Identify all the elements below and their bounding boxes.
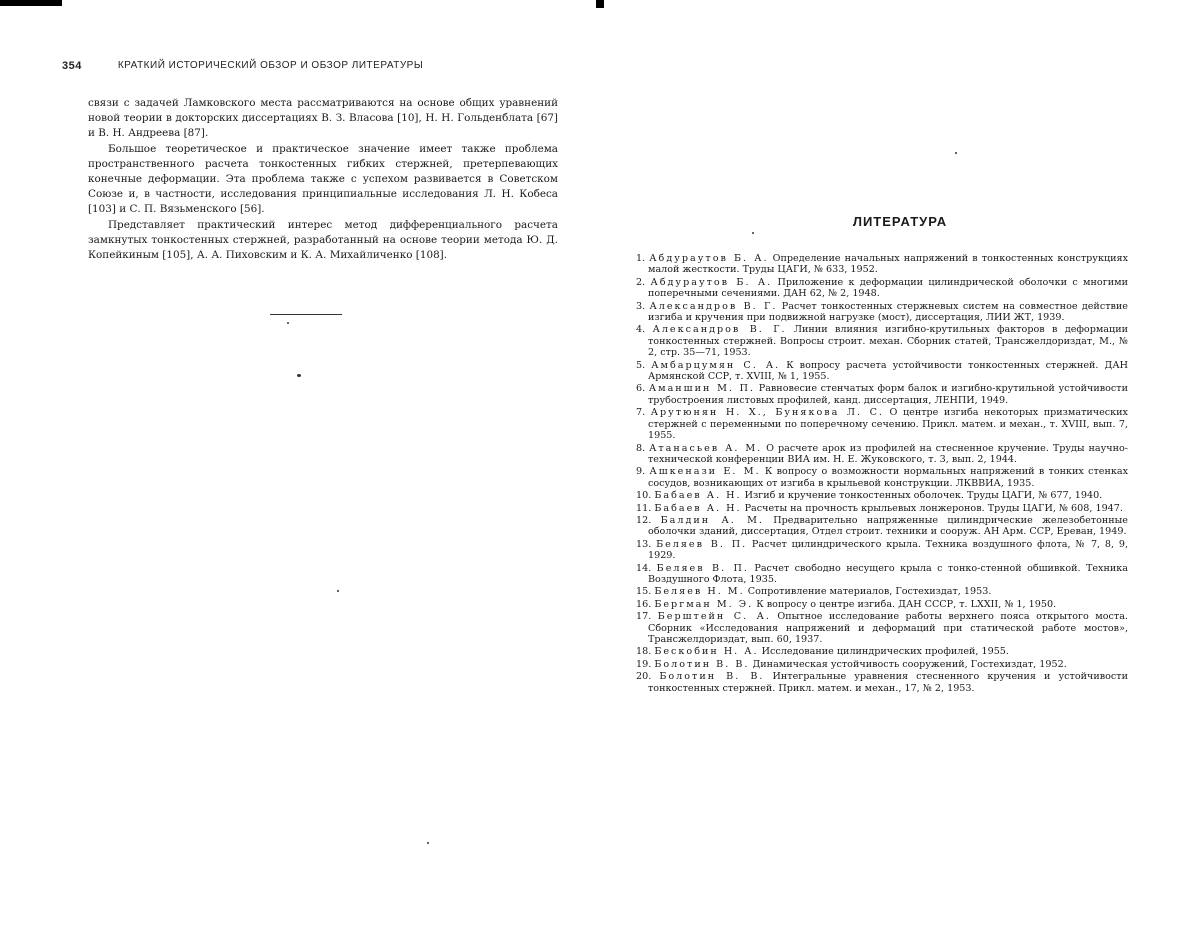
- running-head: [62, 60, 562, 72]
- scan-speck: [752, 232, 754, 234]
- reference-item: [636, 671, 1128, 694]
- reference-item: [636, 443, 1128, 466]
- page-number: 354: [62, 60, 82, 72]
- scan-speck: [297, 374, 301, 377]
- reference-author: Бергман М. Э.: [654, 598, 754, 610]
- reference-item: [636, 599, 1128, 610]
- reference-text: О расчете арок из профилей на стесненное кручение. Труды научно-технической конференции ВИА им. Н. Е. Жуковского, т. 3, вып. 2, 1944.: [648, 442, 1128, 465]
- section-title: ЛИТЕРАТУРА: [852, 214, 948, 229]
- reference-text: Расчет цилиндрического крыла. Техника воздушного флота, № 7, 8, 9, 1929.: [648, 538, 1128, 562]
- reference-text: Расчет тонкостенных стержневых систем на совместное действие изгиба и кручения при подвижной нагрузке (мост), диссертация, ЛИИ ЖТ, 1939.: [648, 300, 1128, 324]
- reference-item: [636, 324, 1128, 358]
- reference-text: К вопросу о возможности нормальных напряжений в тонких стенках сосудов, возникающих от изгиба в крыльевой конструкции. ЛКВВИА, 1935.: [648, 466, 1128, 489]
- reference-author: Ашкенази Е. М.: [649, 466, 761, 478]
- reference-number: 4.: [636, 324, 646, 336]
- reference-number: 7.: [636, 407, 646, 419]
- reference-text: Расчеты на прочность крыльевых лонжеронов. Труды ЦАГИ, № 608, 1947.: [744, 502, 1123, 514]
- reference-number: 5.: [636, 359, 646, 371]
- reference-item: [636, 277, 1128, 300]
- reference-list: [636, 253, 1128, 695]
- reference-number: 14.: [636, 562, 652, 574]
- reference-number: 19.: [636, 658, 652, 670]
- reference-author: Бабаев А. Н.: [654, 502, 742, 514]
- reference-item: [636, 253, 1128, 276]
- reference-text: Динамическая устойчивость сооружений, Гостехиздат, 1952.: [752, 658, 1067, 670]
- reference-author: Амбарцумян С. А.: [651, 359, 781, 371]
- reference-item: [636, 586, 1128, 597]
- paragraph: Представляет практический интерес метод дифференциального расчета замкнутых тонкостенных стержней, разработанный на основе теории метода Ю. Д. Копейкиным [105], А. А. Пиховским и К. А. Михайличенко [108].: [88, 218, 558, 262]
- reference-text: Равновесие стенчатых форм балок и изгибно-крутильной устойчивости трубостроения листовых профилей, канд. диссертация, ЛЕНПИ, 1949.: [648, 383, 1128, 406]
- reference-author: Беляев В. П.: [656, 538, 748, 550]
- reference-text: Приложение к деформации цилиндрической оболочки с многими поперечными сечениями. ДАН 62, № 2, 1948.: [648, 276, 1128, 300]
- reference-number: 8.: [636, 442, 646, 454]
- reference-text: Расчет свободно несущего крыла с тонко-стенной обшивкой. Техника Воздушного Флота, 1935.: [648, 562, 1128, 585]
- reference-author: Абдураутов Б. А.: [650, 276, 773, 288]
- reference-item: [636, 466, 1128, 489]
- running-title: КРАТКИЙ ИСТОРИЧЕСКИЙ ОБЗОР И ОБЗОР ЛИТЕРАТУРЫ: [117, 60, 424, 71]
- reference-text: Линии влияния изгибно-крутильных факторов в деформации тонкостенных стержней. Вопросы строит. механ. Сборник статей, Трансжелдориздат, М., № 2, стр. 35—71, 1953.: [648, 324, 1128, 359]
- reference-author: Балдин А. М.: [660, 514, 764, 526]
- reference-number: 18.: [636, 646, 652, 658]
- reference-author: Берштейн С. А.: [657, 611, 771, 623]
- reference-number: 15.: [636, 586, 652, 598]
- reference-author: Атанасьев А. М.: [649, 442, 763, 454]
- reference-item: [636, 490, 1128, 501]
- reference-item: [636, 563, 1128, 586]
- reference-text: Изгиб и кручение тонкостенных оболочек. Труды ЦАГИ, № 677, 1940.: [744, 490, 1103, 502]
- body-text: [88, 96, 558, 263]
- reference-text: Интегральные уравнения стесненного кручения и устойчивости тонкостенных стержней. Прикл. матем. и механ., 17, № 2, 1953.: [648, 671, 1128, 694]
- reference-text: Исследование цилиндрических профилей, 1955.: [761, 646, 1009, 658]
- reference-number: 11.: [636, 502, 652, 514]
- reference-author: Александров В. Г.: [652, 324, 787, 336]
- scan-speck: [337, 590, 339, 592]
- reference-author: Беляев Н. М.: [654, 586, 745, 598]
- reference-number: 12.: [636, 514, 652, 526]
- reference-item: [636, 611, 1128, 645]
- reference-text: Сопротивление материалов, Гостехиздат, 1953.: [747, 586, 992, 598]
- reference-item: [636, 659, 1128, 670]
- reference-number: 2.: [636, 276, 646, 288]
- reference-author: Болотин В. В.: [654, 658, 750, 670]
- reference-number: 3.: [636, 300, 646, 312]
- reference-item: [636, 539, 1128, 562]
- reference-number: 6.: [636, 383, 646, 395]
- reference-author: Александров В. Г.: [649, 300, 778, 312]
- reference-author: Болотин В. В.: [659, 671, 765, 683]
- reference-item: [636, 301, 1128, 324]
- reference-author: Беляев В. П.: [656, 562, 749, 574]
- paragraph: связи с задачей Ламковского места рассматриваются на основе общих уравнений новой теории в докторских диссертациях В. З. Власова [10], Н. Н. Гольденблата [67] и В. Н. Андреева [87].: [88, 97, 558, 140]
- reference-item: [636, 646, 1128, 657]
- scan-speck: [427, 842, 429, 844]
- reference-number: 10.: [636, 490, 652, 502]
- reference-text: К вопросу о центре изгиба. ДАН СССР, т. LXXII, № 1, 1950.: [756, 598, 1057, 610]
- reference-number: 1.: [636, 253, 646, 264]
- reference-author: Арутюнян Н. Х., Бунякова Л. С.: [650, 407, 884, 419]
- reference-number: 9.: [636, 466, 646, 478]
- reference-text: О центре изгиба некоторых призматических стержней с переменными по поперечному сечению. Прикл. матем. и механ., т. XVIII, вып. 7, 1955.: [648, 407, 1128, 442]
- reference-item: [636, 360, 1128, 383]
- reference-text: Предварительно напряженные цилиндрические железобетонные оболочки зданий, диссертация, Отдел строит. техники и сооруж. АН Арм. ССР, Ереван, 1949.: [648, 514, 1128, 538]
- reference-author: Аманшин М. П.: [648, 383, 756, 395]
- reference-text: Опытное исследование работы верхнего пояса открытого моста. Сборник «Исследования напряжений и деформаций при статической работе мостов», Трансжелдориздат, вып. 60, 1937.: [648, 611, 1128, 645]
- reference-item: [636, 383, 1128, 406]
- reference-item: [636, 407, 1128, 441]
- right-page: [600, 0, 1200, 928]
- reference-author: Бабаев А. Н.: [654, 490, 742, 502]
- reference-item: [636, 515, 1128, 538]
- section-end-rule: [270, 314, 342, 315]
- scan-speck: [955, 152, 957, 154]
- paragraph: Большое теоретическое и практическое значение имеет также проблема пространственного расчета тонкостенных гибких стержней, претерпевающих конечные деформации. Эта проблема также с успехом развивается в Советском Союзе и, в частности, исследования принципиальные исследования Л. Н. Кобеса [103] и С. П. Вязьменского [56].: [88, 142, 558, 216]
- reference-number: 16.: [636, 598, 652, 610]
- scan-speck: [287, 322, 289, 324]
- reference-number: 13.: [636, 538, 652, 550]
- reference-author: Абдураутов Б. А.: [649, 253, 769, 264]
- reference-author: Бескобин Н. А.: [654, 646, 759, 658]
- reference-text: К вопросу расчета устойчивости тонкостенных стержней. ДАН Армянской ССР, т. XVIII, № 1, 1955.: [648, 359, 1128, 383]
- reference-number: 20.: [636, 671, 652, 683]
- reference-number: 17.: [636, 611, 652, 623]
- reference-item: [636, 503, 1128, 514]
- reference-text: Определение начальных напряжений в тонкостенных конструкциях малой жесткости. Труды ЦАГИ, № 633, 1952.: [648, 253, 1128, 276]
